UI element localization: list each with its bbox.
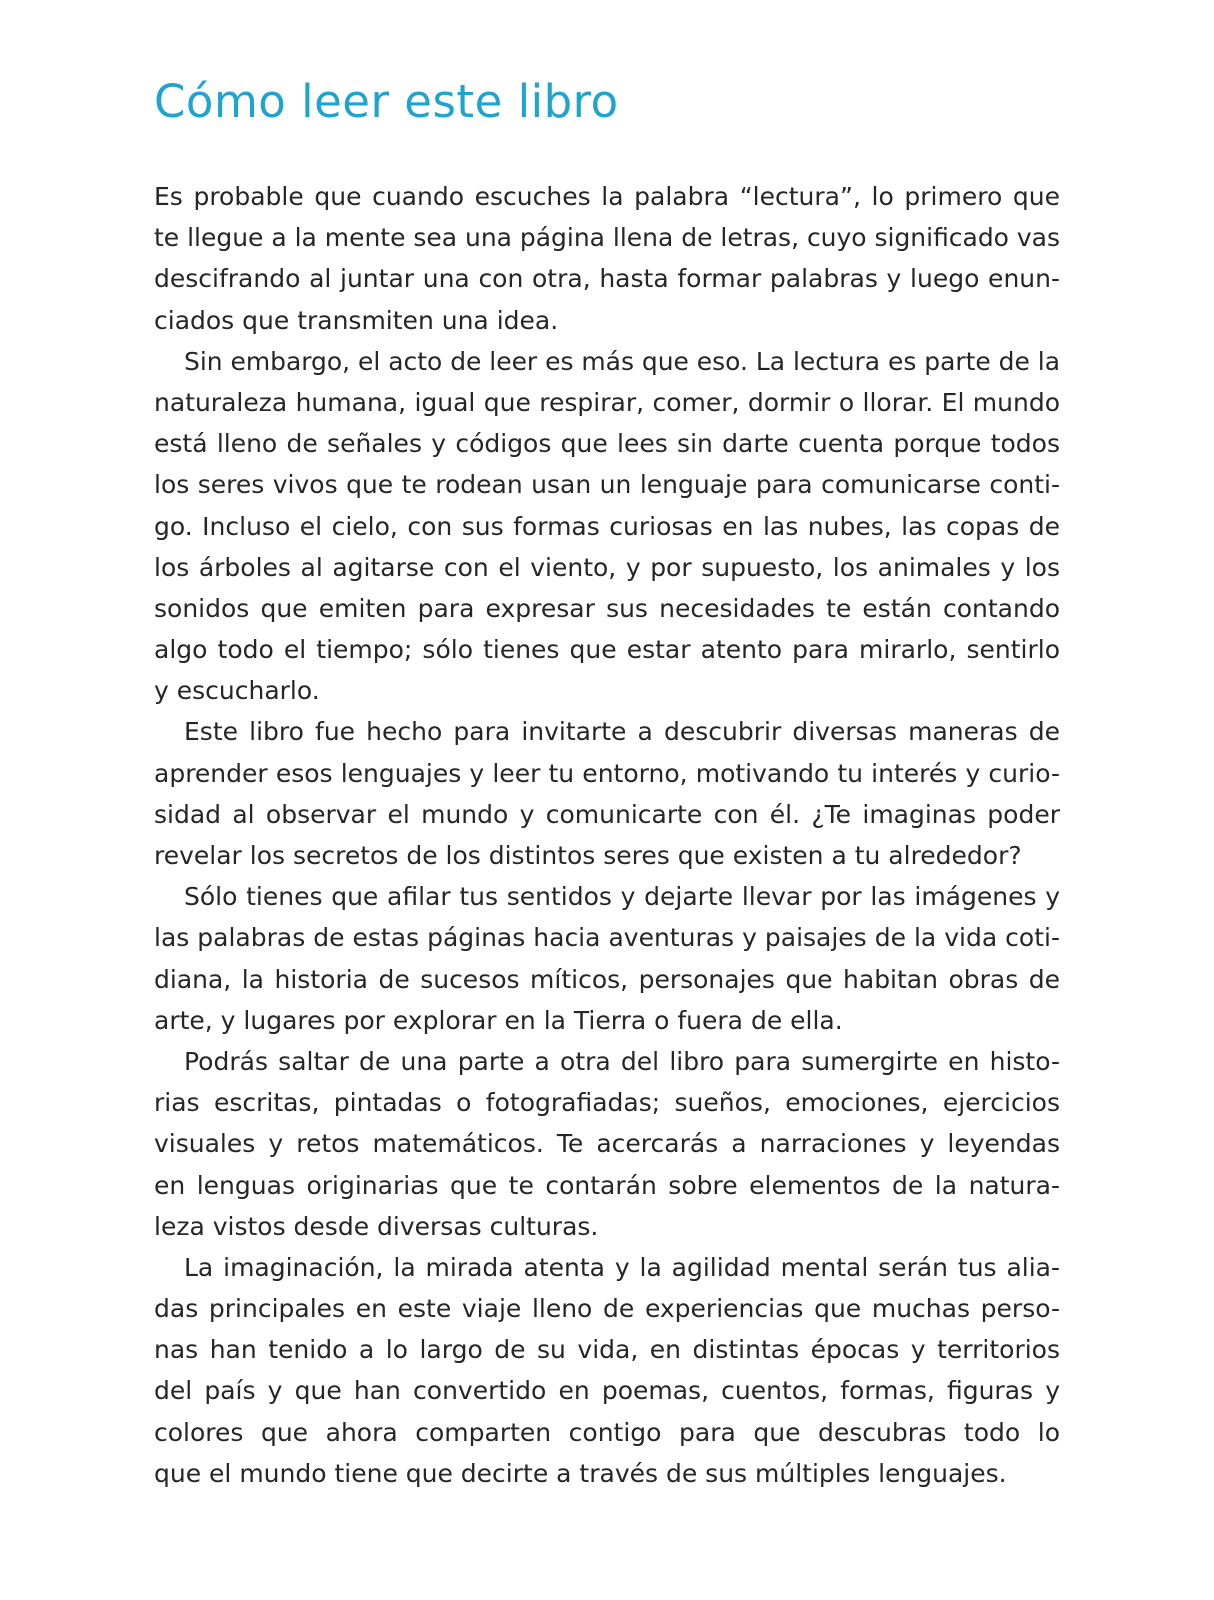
text-line: Sin embargo, el acto de leer es más que eso. La lectura es parte de la bbox=[184, 346, 1060, 376]
text-line: colores que ahora comparten contigo para que descubras todo lo bbox=[154, 1417, 1060, 1447]
text-line: naturaleza humana, igual que respirar, comer, dormir o llorar. El mundo bbox=[154, 387, 1060, 417]
text-line: diana, la historia de sucesos míticos, personajes que habitan obras de bbox=[154, 964, 1060, 994]
text-line: aprender esos lenguajes y leer tu entorno, motivando tu interés y curio- bbox=[154, 758, 1060, 788]
text-line: descifrando al juntar una con otra, hasta formar palabras y luego enun- bbox=[154, 264, 1060, 294]
paragraph bbox=[154, 711, 1060, 876]
text-line: visuales y retos matemáticos. Te acercarás a narraciones y leyendas bbox=[154, 1129, 1060, 1159]
text-line: revelar los secretos de los distintos seres que existen a tu alrededor? bbox=[154, 841, 1022, 870]
page-title: Cómo leer este libro bbox=[154, 75, 619, 128]
text-line: Podrás saltar de una parte a otra del libro para sumergirte en histo- bbox=[184, 1046, 1060, 1076]
text-line: está lleno de señales y códigos que lees sin darte cuenta porque todos bbox=[154, 429, 1060, 459]
text-line: leza vistos desde diversas culturas. bbox=[154, 1211, 599, 1241]
text-line: sonidos que emiten para expresar sus necesidades te están contando bbox=[154, 593, 1060, 623]
text-line: Sólo tienes que afilar tus sentidos y dejarte llevar por las imágenes y bbox=[184, 882, 1060, 912]
text-line: que el mundo tiene que decirte a través de sus múltiples lenguajes. bbox=[154, 1458, 1007, 1488]
page bbox=[154, 70, 1060, 1494]
text-line: go. Incluso el cielo, con sus formas curiosas en las nubes, las copas de bbox=[154, 511, 1060, 541]
text-line: del país y que han convertido en poemas, cuentos, formas, figuras y bbox=[154, 1376, 1060, 1406]
paragraph bbox=[154, 341, 1060, 712]
text-line: sidad al observar el mundo y comunicarte con él. ¿Te imaginas poder bbox=[154, 799, 1060, 829]
text-line: los seres vivos que te rodean usan un lenguaje para comunicarse conti- bbox=[154, 470, 1060, 500]
text-line: algo todo el tiempo; sólo tienes que estar atento para mirarlo, sentirlo bbox=[154, 635, 1060, 665]
text-line: en lenguas originarias que te contarán sobre elementos de la natura- bbox=[154, 1170, 1060, 1200]
text-line: das principales en este viaje lleno de experiencias que muchas perso- bbox=[154, 1294, 1060, 1324]
text-line: La imaginación, la mirada atenta y la agilidad mental serán tus alia- bbox=[184, 1252, 1060, 1282]
text-line: rias escritas, pintadas o fotografiadas; sueños, emociones, ejercicios bbox=[154, 1088, 1060, 1118]
text-line: te llegue a la mente sea una página llena de letras, cuyo significado vas bbox=[154, 223, 1060, 253]
paragraph bbox=[154, 1247, 1060, 1494]
text-line: arte, y lugares por explorar en la Tierra o fuera de ella. bbox=[154, 1005, 843, 1035]
paragraph bbox=[154, 1041, 1060, 1247]
paragraph bbox=[154, 176, 1060, 341]
text-line: Este libro fue hecho para invitarte a descubrir diversas maneras de bbox=[184, 717, 1060, 747]
text-line: ciados que transmiten una idea. bbox=[154, 305, 559, 335]
text-line: Es probable que cuando escuches la palabra “lectura”, lo primero que bbox=[154, 182, 1060, 211]
text-line: los árboles al agitarse con el viento, y por supuesto, los animales y los bbox=[154, 552, 1060, 582]
paragraph bbox=[154, 876, 1060, 1041]
text-line: y escucharlo. bbox=[154, 676, 320, 706]
body-text bbox=[154, 176, 1060, 1494]
text-line: nas han tenido a lo largo de su vida, en distintas épocas y territorios bbox=[154, 1335, 1060, 1365]
text-line: las palabras de estas páginas hacia aventuras y paisajes de la vida coti- bbox=[154, 923, 1060, 953]
